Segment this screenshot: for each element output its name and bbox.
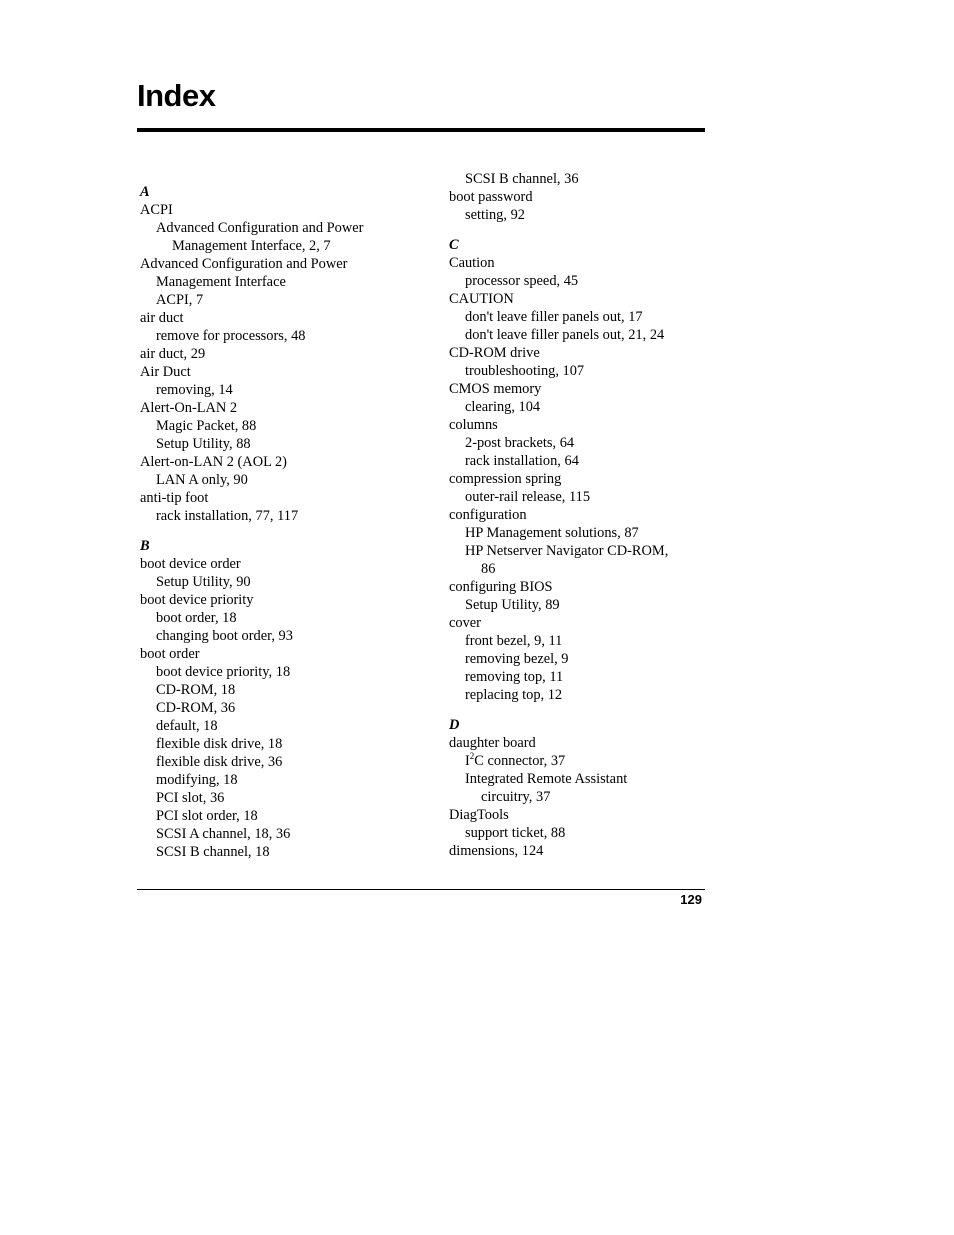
index-entry: DiagTools [449, 807, 509, 823]
index-entry: boot device order [140, 556, 241, 572]
i2c-suffix: C connector, 37 [474, 753, 566, 769]
index-subentry: don't leave filler panels out, 21, 24 [465, 327, 665, 343]
index-subentry: flexible disk drive, 36 [156, 754, 283, 770]
index-subentry: remove for processors, 48 [156, 328, 306, 344]
index-subentry: front bezel, 9, 11 [465, 633, 563, 649]
index-subentry: PCI slot, 36 [156, 790, 225, 806]
index-subentry: don't leave filler panels out, 17 [465, 309, 643, 325]
index-subentry: HP Netserver Navigator CD-ROM, [465, 543, 669, 559]
index-column-left [140, 183, 363, 861]
index-subentry: Setup Utility, 89 [465, 597, 560, 613]
index-entry: air duct [140, 310, 184, 326]
index-entry: boot order [140, 646, 200, 662]
index-subentry: clearing, 104 [465, 399, 541, 415]
index-subentry: PCI slot order, 18 [156, 808, 258, 824]
index-subentry: processor speed, 45 [465, 273, 579, 289]
index-column-right [449, 170, 668, 860]
index-entry: configuring BIOS [449, 579, 553, 595]
index-subentry: boot order, 18 [156, 610, 237, 626]
index-subentry: LAN A only, 90 [156, 472, 248, 488]
index-entry: boot device priority [140, 592, 254, 608]
index-subentry: removing top, 11 [465, 669, 564, 685]
index-subentry: CD-ROM, 18 [156, 682, 236, 698]
index-entry: air duct, 29 [140, 346, 206, 362]
index-entry: anti-tip foot [140, 490, 209, 506]
index-subentry: rack installation, 64 [465, 453, 579, 469]
index-entry: cover [449, 615, 481, 631]
index-subentry: changing boot order, 93 [156, 628, 293, 644]
index-subentry: flexible disk drive, 18 [156, 736, 283, 752]
index-entry: ACPI [140, 202, 173, 218]
index-subentry: 2-post brackets, 64 [465, 435, 575, 451]
index-subentry: removing, 14 [156, 382, 233, 398]
index-subentry: troubleshooting, 107 [465, 363, 585, 379]
index-subentry: SCSI B channel, 36 [465, 171, 579, 187]
index-subentry: support ticket, 88 [465, 825, 566, 841]
index-subentry: outer-rail release, 115 [465, 489, 591, 505]
index-entry: dimensions, 124 [449, 843, 544, 859]
index-subentry: ACPI, 7 [156, 292, 204, 308]
index-letter-heading: C [449, 237, 459, 253]
index-subentry: rack installation, 77, 117 [156, 508, 299, 524]
index-entry: configuration [449, 507, 527, 523]
index-subentry: Magic Packet, 88 [156, 418, 257, 434]
index-subentry: setting, 92 [465, 207, 525, 223]
index-subentry: Setup Utility, 88 [156, 436, 251, 452]
index-subentry: boot device priority, 18 [156, 664, 291, 680]
index-entry: columns [449, 417, 498, 433]
index-entry: Advanced Configuration and Power [140, 256, 348, 272]
index-continuation: Management Interface [156, 274, 286, 290]
index-letter-heading: D [449, 717, 460, 733]
index-subentry: SCSI B channel, 18 [156, 844, 270, 860]
index-subentry: HP Management solutions, 87 [465, 525, 639, 541]
index-subentry [449, 752, 668, 770]
index-subentry: removing bezel, 9 [465, 651, 569, 667]
index-subentry: CD-ROM, 36 [156, 700, 236, 716]
index-subentry: Setup Utility, 90 [156, 574, 251, 590]
superscript-two: 2 [469, 751, 475, 761]
footer-rule [137, 889, 705, 890]
index-entry: Alert-On-LAN 2 [140, 400, 238, 416]
index-continuation: circuitry, 37 [481, 789, 551, 805]
index-subentry: Advanced Configuration and Power [156, 220, 364, 236]
index-subentry: SCSI A channel, 18, 36 [156, 826, 291, 842]
page-title: Index [137, 78, 216, 113]
index-subentry: modifying, 18 [156, 772, 238, 788]
index-letter-heading: A [140, 184, 150, 200]
index-entry: daughter board [449, 735, 536, 751]
index-subentry: default, 18 [156, 718, 218, 734]
index-entry: CAUTION [449, 291, 514, 307]
i2c-prefix: I [465, 753, 470, 769]
index-continuation: 86 [481, 561, 496, 577]
index-entry: CD-ROM drive [449, 345, 540, 361]
index-entry: boot password [449, 189, 533, 205]
page-number: 129 [680, 892, 702, 907]
index-entry: compression spring [449, 471, 562, 487]
index-letter-heading: B [140, 538, 150, 554]
index-continuation: Management Interface, 2, 7 [172, 238, 331, 254]
index-subentry: replacing top, 12 [465, 687, 563, 703]
index-entry: Air Duct [140, 364, 191, 380]
index-subentry: Integrated Remote Assistant [465, 771, 628, 787]
index-entry: CMOS memory [449, 381, 542, 397]
index-entry: Caution [449, 255, 495, 271]
title-rule [137, 128, 705, 132]
index-entry: Alert-on-LAN 2 (AOL 2) [140, 454, 287, 470]
